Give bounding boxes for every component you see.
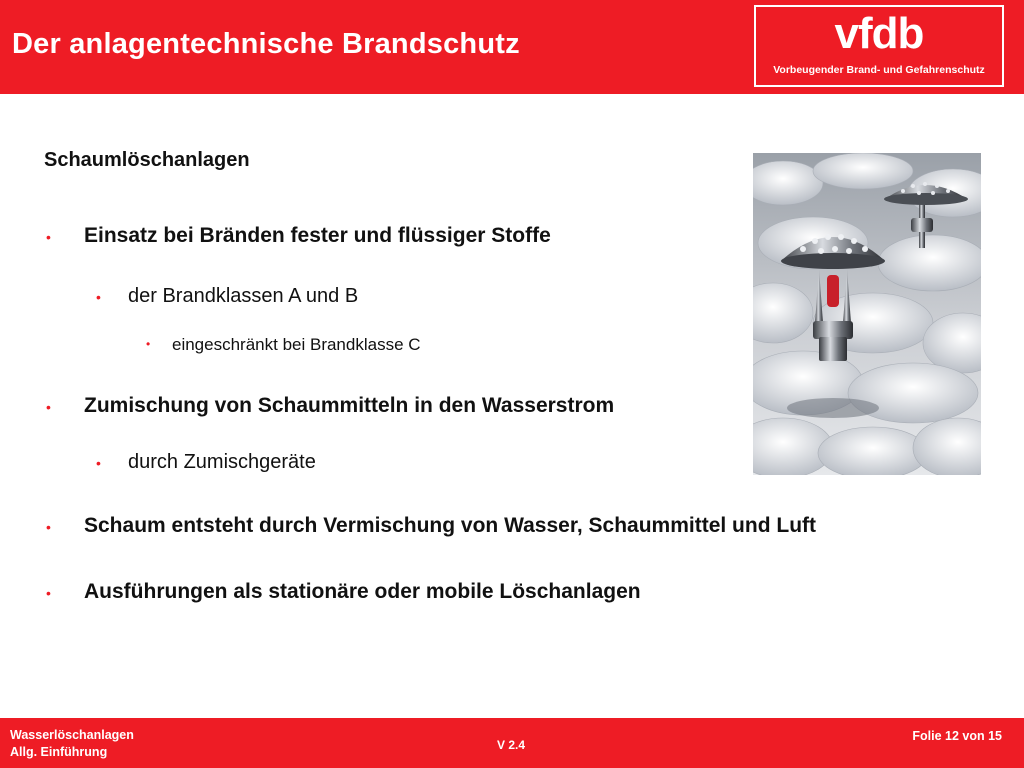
bullet-text: der Brandklassen A und B bbox=[128, 285, 359, 307]
vfdb-logo bbox=[754, 5, 1004, 87]
footer-version: V 2.4 bbox=[497, 738, 526, 752]
bullet-dot-icon: • bbox=[96, 289, 101, 305]
bullet-dot-icon: • bbox=[46, 519, 51, 535]
bullet-text: eingeschränkt bei Brandklasse C bbox=[172, 335, 421, 354]
bullet-dot-icon: • bbox=[46, 229, 51, 245]
footer-course-info bbox=[10, 727, 134, 761]
bullet-item bbox=[46, 224, 551, 248]
bullet-item bbox=[46, 580, 641, 604]
bullet-text: Ausführungen als stationäre oder mobile Löschanlagen bbox=[84, 580, 641, 603]
bullet-text: Einsatz bei Bränden fester und flüssiger Stoffe bbox=[84, 224, 551, 247]
footer-subtopic: Allg. Einführung bbox=[10, 745, 108, 759]
logo-mark: vfdb bbox=[834, 9, 924, 58]
bullet-item bbox=[146, 335, 421, 355]
header-bar bbox=[0, 0, 1024, 94]
bullet-item bbox=[96, 285, 359, 308]
bullet-dot-icon: • bbox=[46, 585, 51, 601]
bullet-dot-icon: • bbox=[146, 337, 151, 351]
bullet-item bbox=[46, 394, 615, 418]
footer-bar bbox=[0, 718, 1024, 768]
bullet-text: Schaum entsteht durch Vermischung von Wasser, Schaummittel und Luft bbox=[84, 514, 817, 537]
footer-page-number: Folie 12 von 15 bbox=[912, 729, 1002, 743]
slide-header-title: Der anlagentechnische Brandschutz bbox=[12, 28, 520, 60]
logo-subtitle: Vorbeugender Brand- und Gefahrenschutz bbox=[773, 64, 985, 76]
bullet-item bbox=[96, 451, 316, 474]
bullet-dot-icon: • bbox=[96, 455, 101, 471]
bullet-text: Zumischung von Schaummitteln in den Wasserstrom bbox=[84, 394, 615, 417]
bullet-text: durch Zumischgeräte bbox=[128, 451, 316, 473]
foam-sprinkler-photo bbox=[753, 153, 981, 475]
bullet-item bbox=[46, 514, 817, 538]
footer-topic: Wasserlöschanlagen bbox=[10, 728, 134, 742]
bullet-dot-icon: • bbox=[46, 399, 51, 415]
section-title: Schaumlöschanlagen bbox=[44, 149, 250, 171]
